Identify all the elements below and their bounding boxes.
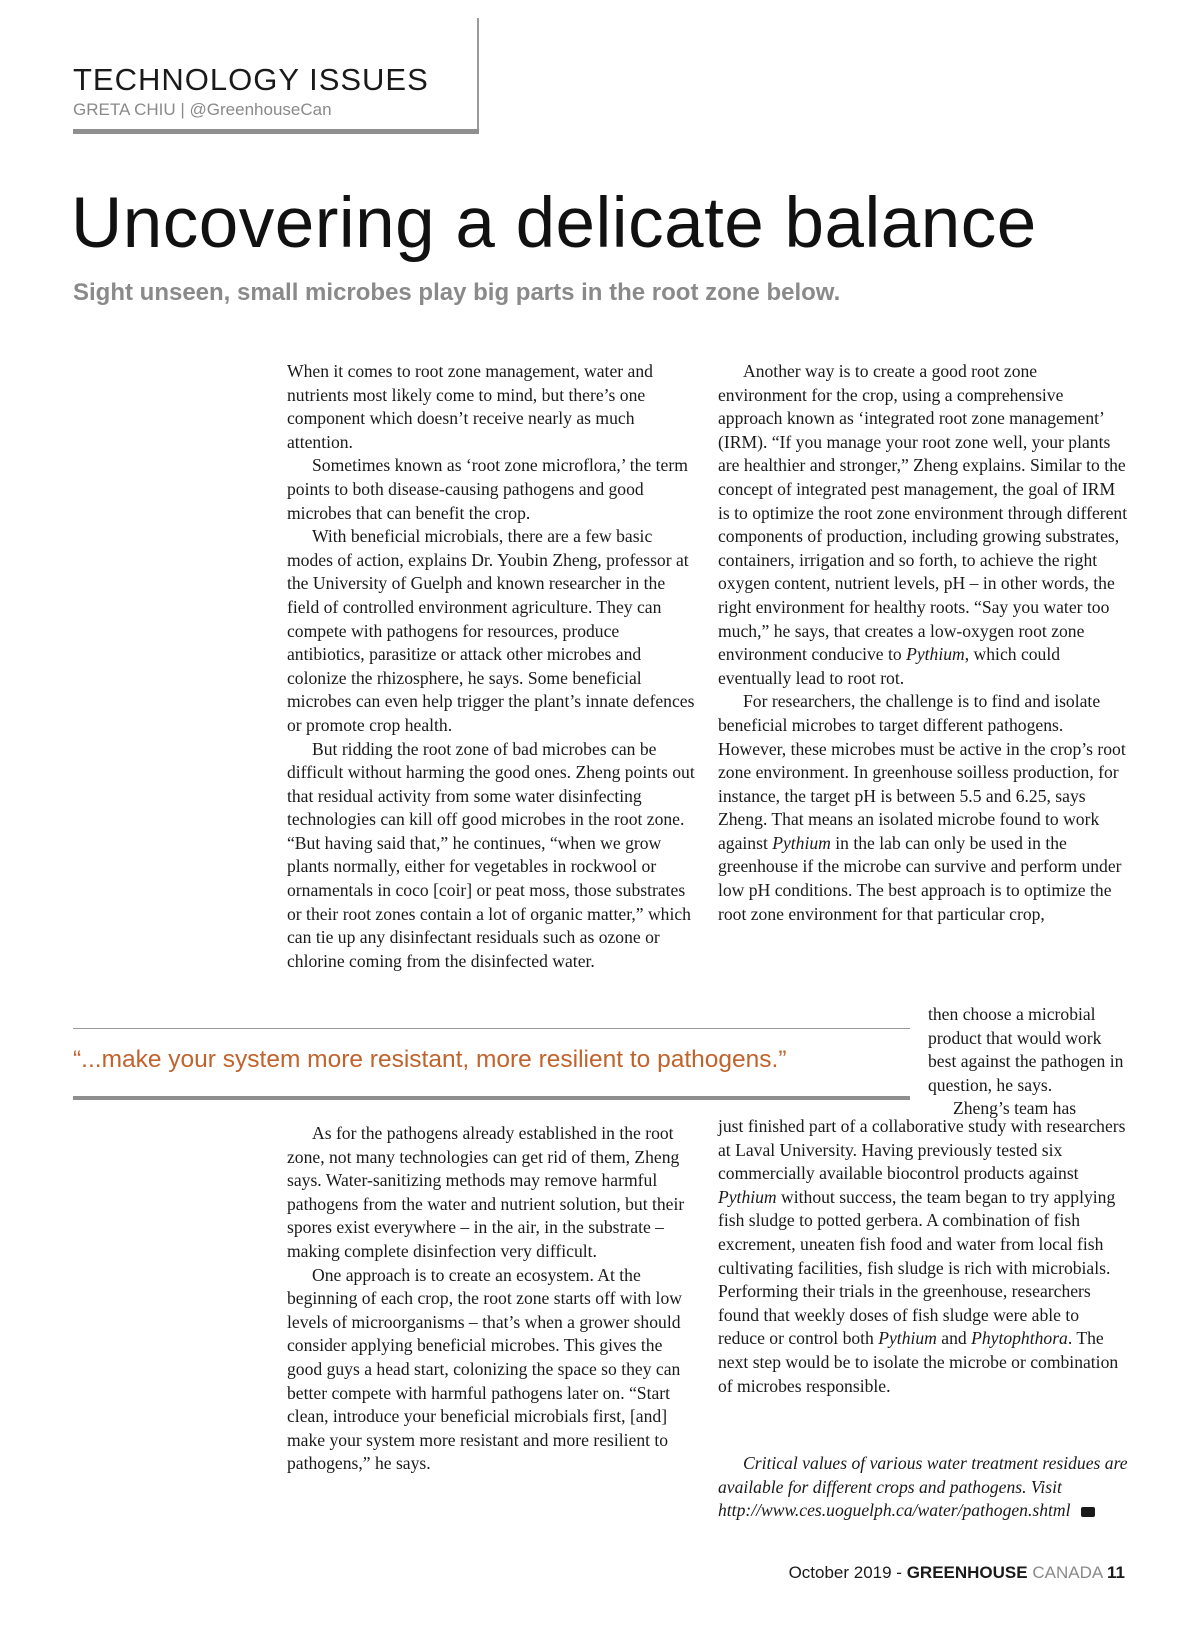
article-title: Uncovering a delicate balance (71, 184, 1037, 263)
footer-brand-secondary: CANADA (1032, 1563, 1103, 1582)
body-column-right-top (718, 360, 1128, 926)
body-column-left-top (287, 360, 695, 973)
paragraph: Another way is to create a good root zone environment for the crop, using a comprehensive approach known as ‘integrated root zone management’ (IRM). “If you manage your root zone well, your plants are healthier and stronger,” Zheng explains. Similar to the concept of integrated pest management, the goal of IRM is to optimize the root zone environment through different components of production, including growing substrates, containers, irrigation and so forth, to achieve the right oxygen content, nutrient levels, pH – in other words, the right environment for healthy roots. “Say you water too much,” he says, that creates a low-oxygen root zone environment conducive to Pythium, which could eventually lead to root rot. (718, 361, 1128, 688)
paragraph: Sometimes known as ‘root zone microflora,’ the term points to both disease-causing pathogens and good microbes that can benefit the crop. (287, 455, 688, 523)
paragraph-line: root zone environment for that particular crop, (718, 903, 1045, 924)
byline-separator: | (180, 100, 185, 119)
pullquote-rule-top (73, 1028, 910, 1029)
paragraph-continuation: just finished part of a collaborative study with researchers at Laval University. Having previously tested six commercially available biocontrol products against Pythium without success, the team began to try applying fish sludge to potted gerbera. A combination of fish excrement, uneaten fish food and water from local fish cultivating facilities, fish sludge is rich with microbials. Performing their trials in the greenhouse, researchers found that weekly doses of fish sludge were able to reduce or control both Pythium and Phytophthora. The next step would be to isolate the microbe or combination of microbes responsible. (718, 1116, 1126, 1396)
article-deck: Sight unseen, small microbes play big parts in the root zone below. (73, 279, 841, 306)
paragraph: For researchers, the challenge is to find and isolate beneficial microbes to target different pathogens. However, these microbes must be active in the crop’s root zone environment. In greenhouse soilless production, for instance, the target pH is between 5.5 and 6.25, says Zheng. That means an isolated microbe found to work against Pythium in the lab can only be used in the greenhouse if the microbe can survive and perform under low pH conditions. The best approach is to optimize the (718, 691, 1126, 901)
paragraph: When it comes to root zone management, water and nutrients most likely come to mind, but there’s one component which doesn’t receive nearly as much attention. (287, 361, 653, 452)
page-number: 11 (1107, 1563, 1125, 1582)
section-label: TECHNOLOGY ISSUES (73, 62, 429, 97)
header-divider-horizontal (73, 129, 479, 134)
body-column-right-narrow (928, 1003, 1128, 1121)
byline (73, 101, 332, 118)
footer-date: October 2019 - (788, 1563, 902, 1582)
paragraph: One approach is to create an ecosystem. At the beginning of each crop, the root zone starts off with low levels of microorganisms – that’s when a grower should consider applying beneficial microbes. This gives the good guys a head start, colonizing the space so they can better compete with harmful pathogens later on. “Start clean, introduce your beneficial microbials first, [and] make your system more resistant and more resilient to pathogens,” he says. (287, 1264, 682, 1474)
author-name: GRETA CHIU (73, 100, 176, 119)
pullquote-rule-bottom (73, 1096, 910, 1100)
paragraph: As for the pathogens already established in the root zone, not many technologies can get rid of them, Zheng says. Water-sanitizing methods may remove harmful pathogens from the water and nutrient solution, but their spores exist everywhere – in the air, in the substrate – making complete disinfection very difficult. (287, 1123, 685, 1261)
paragraph: With beneficial microbials, there are a few basic modes of action, explains Dr. Youbin Zheng, professor at the University of Guelph and known researcher in the field of controlled environment agriculture. They can compete with pathogens for resources, produce antibiotics, parasitize or attack other microbes and colonize the rhizosphere, he says. Some beneficial microbes can even help trigger the plant’s innate defences or promote crop health. (287, 526, 695, 735)
note-text: Critical values of various water treatment residues are available for different crops and pathogens. Visit http://www.ces.uoguelph.ca/water/pathogen.shtml (718, 1453, 1128, 1521)
body-column-left-bottom (287, 1122, 695, 1476)
pullquote: “...make your system more resistant, more resilient to pathogens.” (73, 1046, 787, 1073)
header-divider-vertical (477, 18, 479, 134)
paragraph: But ridding the root zone of bad microbes can be difficult without harming the good ones. Zheng points out that residual activity from some water disinfecting technologies can kill off good microbes in the root zone. “But having said that,” he continues, “when we grow plants normally, either for vegetables in rockwool or ornamentals in coco [coir] or peat moss, those substrates or their root zones contain a lot of organic matter,” which can tie up any disinfectant residuals such as ozone or chlorine coming from the disinfected water. (287, 738, 695, 971)
body-column-right-bottom (718, 1115, 1128, 1398)
paragraph: Zheng’s team has (953, 1098, 1077, 1119)
footer-brand: GREENHOUSE (906, 1563, 1028, 1582)
resource-note (718, 1452, 1138, 1523)
page-footer (789, 1564, 1125, 1581)
paragraph-continuation: then choose a microbial product that would work best against the pathogen in question, he says. (928, 1004, 1124, 1095)
gc-end-mark-icon: GC (1081, 1507, 1095, 1517)
author-handle: @GreenhouseCan (189, 100, 332, 119)
